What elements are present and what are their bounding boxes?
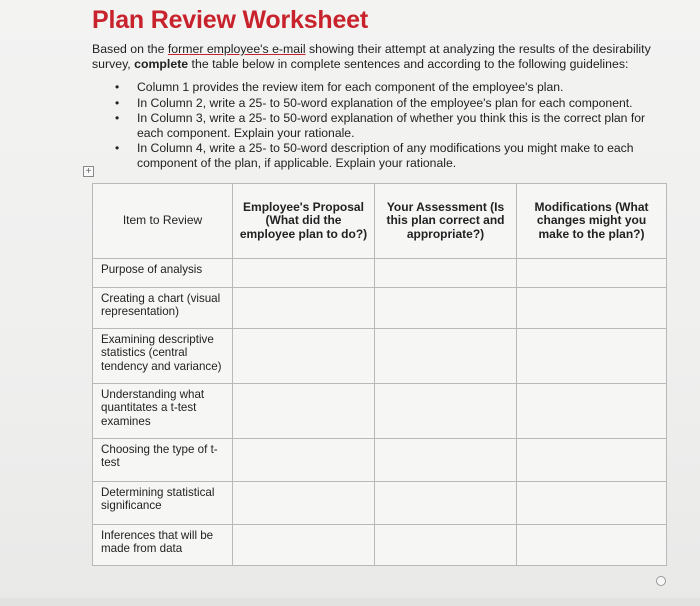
modifications-cell[interactable] [517,525,667,566]
assessment-cell[interactable] [375,525,517,566]
bullet-icon: • [115,141,120,156]
assessment-cell[interactable] [375,259,517,288]
item-cell [93,525,233,566]
guidelines-list [115,80,660,171]
intro-bold-word: complete [134,56,189,71]
table-row [93,384,667,439]
item-label: Inferences that will be made from data [101,529,214,556]
item-label: Choosing the type of t-test [101,443,218,470]
table-row [93,439,667,482]
assessment-cell[interactable] [375,482,517,525]
guideline-item [115,96,660,110]
table-move-handle-icon[interactable]: + [83,166,94,177]
table-row [93,288,667,329]
guideline-item [115,80,660,94]
proposal-cell[interactable] [233,288,375,329]
proposal-cell[interactable] [233,384,375,439]
bullet-icon: • [115,95,120,110]
item-cell [93,288,233,329]
intro-text-after-link: showing their attempt at analyzing the results of the desirability survey, [92,42,651,71]
intro-text-after-bold: the table below in complete sentences and according to the following guidelines: [188,56,629,71]
proposal-cell[interactable] [233,482,375,525]
item-label: Examining descriptive statistics (central tendency and variance) [101,333,222,373]
assessment-cell[interactable] [375,439,517,482]
intro-text-before-link: Based on the [92,42,168,56]
item-label: Purpose of analysis [101,263,203,276]
header-modifications: Modifications (What changes might you make to the plan?) [517,184,667,259]
proposal-cell[interactable] [233,525,375,566]
guideline-text: Column 1 provides the review item for each component of the employee's plan. [137,80,564,94]
proposal-cell[interactable] [233,439,375,482]
item-cell [93,482,233,525]
guideline-item [115,111,660,139]
item-label: Creating a chart (visual representation) [101,292,221,319]
modifications-cell[interactable] [517,259,667,288]
proposal-cell[interactable] [233,329,375,384]
bullet-icon: • [115,111,120,126]
bullet-icon: • [115,80,120,94]
item-cell [93,259,233,288]
assessment-cell[interactable] [375,288,517,329]
guideline-item [115,141,660,169]
modifications-cell[interactable] [517,439,667,482]
page-title: Plan Review Worksheet [92,6,369,34]
modifications-cell[interactable] [517,288,667,329]
table-row [93,329,667,384]
header-your-assessment: Your Assessment (Is this plan correct and appropriate?) [375,184,517,259]
header-item-to-review: Item to Review [93,184,233,259]
modifications-cell[interactable] [517,482,667,525]
employee-email-link[interactable]: former employee's e-mail [167,42,306,56]
bottom-edge [0,598,700,606]
review-table [92,183,667,566]
guideline-text: In Column 2, write a 25- to 50-word explanation of the employee's plan for each component. [137,95,633,110]
modifications-cell[interactable] [517,329,667,384]
guideline-text: In Column 4, write a 25- to 50-word description of any modifications you might make to each component of the plan, if applicable. Explain your rationale. [137,141,634,170]
table-header-row [93,184,667,259]
assessment-cell[interactable] [375,384,517,439]
table-row [93,482,667,525]
proposal-cell[interactable] [233,259,375,288]
table-row [93,525,667,566]
item-cell [93,384,233,439]
assessment-cell[interactable] [375,329,517,384]
item-cell [93,439,233,482]
table-row [93,259,667,288]
item-label: Determining statistical significance [101,486,215,513]
item-cell [93,329,233,384]
modifications-cell[interactable] [517,384,667,439]
table-resize-handle-icon[interactable] [656,576,666,586]
header-employee-proposal: Employee's Proposal (What did the employee plan to do?) [233,184,375,259]
guideline-text: In Column 3, write a 25- to 50-word explanation of whether you think this is the correct plan for each component. Explain your rationale. [137,111,646,140]
intro-paragraph [92,42,662,71]
item-label: Understanding what quantitates a t-test examines [101,388,205,428]
